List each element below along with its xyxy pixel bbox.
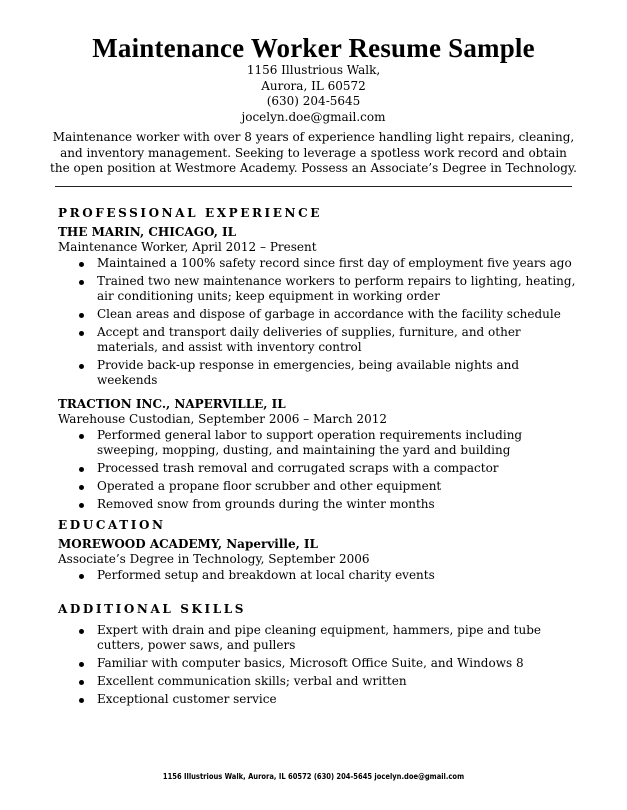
bullet-item <box>58 307 578 322</box>
bullet-icon <box>79 434 84 439</box>
bullet-text: Familiar with computer basics, Microsoft Office Suite, and Windows 8 <box>97 656 524 670</box>
section-title-skills: ADDITIONAL SKILLS <box>58 602 247 616</box>
bullet-icon <box>79 629 84 634</box>
bullet-item <box>58 674 578 689</box>
bullet-icon <box>79 574 84 579</box>
bullet-item <box>58 325 578 355</box>
header-divider <box>55 186 572 187</box>
skills-section <box>58 601 578 710</box>
bullet-item <box>58 568 578 583</box>
bullet-item <box>58 497 578 512</box>
bullet-icon <box>79 698 84 703</box>
bullet-text: Performed setup and breakdown at local charity events <box>97 568 435 582</box>
bullet-item <box>58 256 578 271</box>
school-name: MOREWOOD ACADEMY, Naperville, IL <box>58 537 318 551</box>
bullet-icon <box>79 662 84 667</box>
bullet-icon <box>79 467 84 472</box>
job-bullets <box>58 256 578 388</box>
bullet-text: Maintained a 100% safety record since first day of employment five years ago <box>97 256 572 270</box>
bullet-text: Processed trash removal and corrugated scraps with a compactor <box>97 461 499 475</box>
section-title-education: EDUCATION <box>58 518 166 532</box>
job-role: Warehouse Custodian, September 2006 – March 2012 <box>58 412 387 426</box>
bullet-text: Provide back-up response in emergencies, being available nights and weekends <box>97 358 520 387</box>
bullet-text: Removed snow from grounds during the winter months <box>97 497 435 511</box>
bullet-item <box>58 358 578 388</box>
email-address[interactable]: jocelyn.doe@gmail.com <box>241 109 386 124</box>
bullet-text: Excellent communication skills; verbal and written <box>97 674 407 688</box>
bullet-text: Trained two new maintenance workers to perform repairs to lighting, heating, air conditioning units; keep equipment in working order <box>97 274 576 303</box>
job-employer: THE MARIN, CHICAGO, IL <box>58 225 237 239</box>
bullet-item <box>58 274 578 304</box>
section-title-experience: PROFESSIONAL EXPERIENCE <box>58 206 322 220</box>
bullet-icon <box>79 364 84 369</box>
bullet-icon <box>79 485 84 490</box>
experience-section <box>58 205 578 515</box>
bullet-item <box>58 428 578 458</box>
bullet-item <box>58 692 578 707</box>
summary-paragraph: Maintenance worker with over 8 years of experience handling light repairs, cleaning, and inventory management. Seeking to leverage a spotless work record and obtain the open position at Westmore Academy. Possess an Associate’s Degree in Technology. <box>50 130 577 175</box>
footer-contact: 1156 Illustrious Walk, Aurora, IL 60572 (630) 204-5645 jocelyn.doe@gmail.com <box>162 772 465 781</box>
bullet-item <box>58 656 578 671</box>
bullet-text: Expert with drain and pipe cleaning equipment, hammers, pipe and tube cutters, power saws, and pullers <box>97 623 541 652</box>
bullet-text: Exceptional customer service <box>97 692 277 706</box>
resume-title: Maintenance Worker Resume Sample <box>92 33 535 63</box>
bullet-icon <box>79 313 84 318</box>
bullet-icon <box>79 262 84 267</box>
bullet-text: Operated a propane floor scrubber and other equipment <box>97 479 442 493</box>
address-line-2: Aurora, IL 60572 <box>261 78 366 93</box>
bullet-icon <box>79 680 84 685</box>
degree-line: Associate’s Degree in Technology, September 2006 <box>58 552 370 566</box>
bullet-item <box>58 623 578 653</box>
bullet-icon <box>79 503 84 508</box>
education-bullets <box>58 568 578 583</box>
job-bullets <box>58 428 578 512</box>
skills-bullets <box>58 623 578 707</box>
education-section <box>58 517 578 586</box>
job-employer: TRACTION INC., NAPERVILLE, IL <box>58 397 286 411</box>
bullet-item <box>58 461 578 476</box>
bullet-icon <box>79 331 84 336</box>
bullet-icon <box>79 280 84 285</box>
bullet-text: Accept and transport daily deliveries of supplies, furniture, and other materials, and assist with inventory control <box>97 325 521 354</box>
bullet-text: Performed general labor to support operation requirements including sweeping, mopping, dusting, and maintaining the yard and building <box>97 428 523 457</box>
address-line-1: 1156 Illustrious Walk, <box>246 63 381 77</box>
phone-number: (630) 204-5645 <box>266 94 361 108</box>
contact-block <box>0 63 627 125</box>
job-role: Maintenance Worker, April 2012 – Present <box>58 240 317 254</box>
bullet-text: Clean areas and dispose of garbage in accordance with the facility schedule <box>97 307 561 321</box>
bullet-item <box>58 479 578 494</box>
